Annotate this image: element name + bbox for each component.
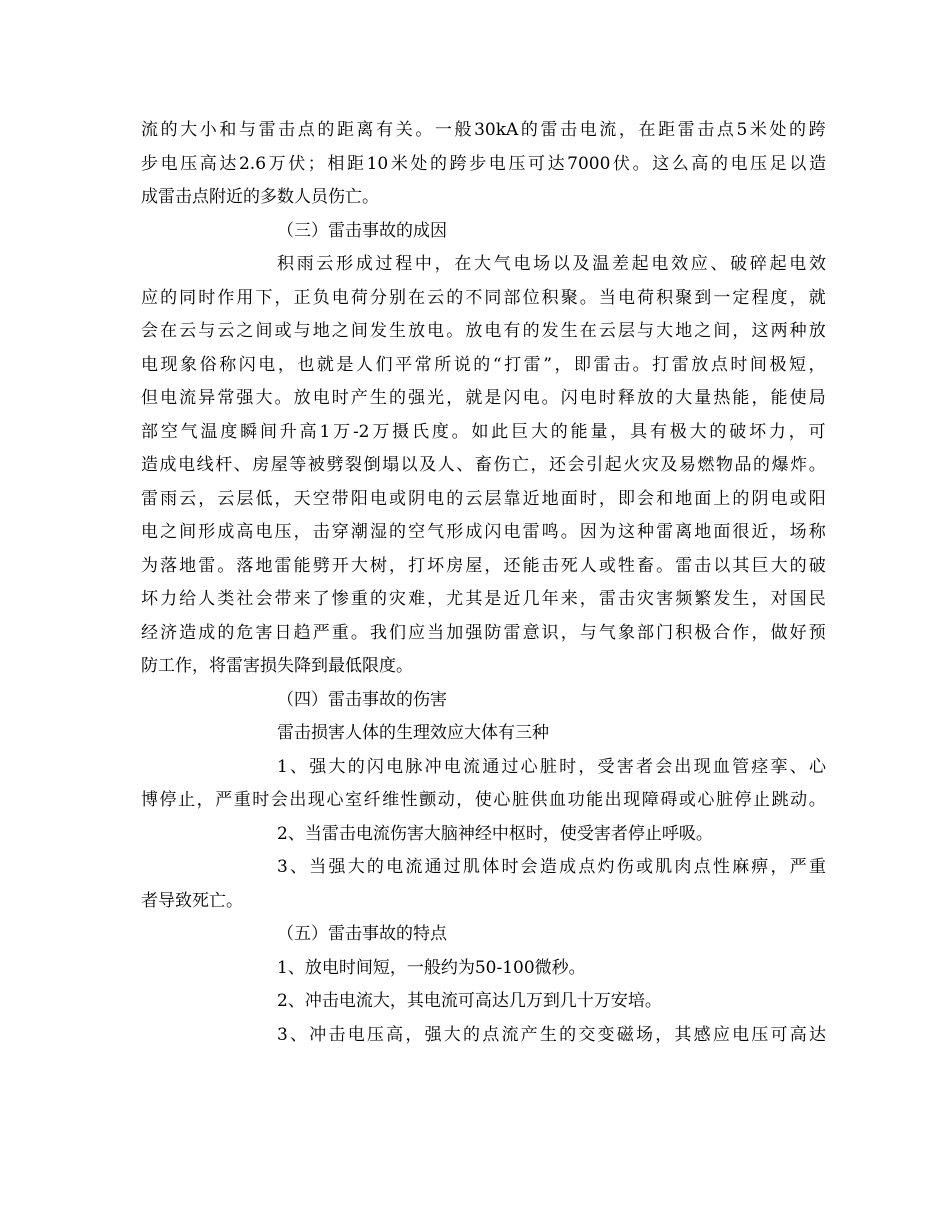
paragraph-line: 成雷击点附近的多数人员伤亡。 (141, 187, 379, 207)
paragraph-line: 会 在 云 与 云 之 间 或 与 地 之 间 发 生 放 电 。 放 电 有 的 发 生 在 云 层 与 大 地 之 间 ， 这 两 种 放 (141, 321, 826, 341)
section-heading-5: （五）雷击事故的特点 (277, 924, 447, 944)
paragraph-line: 经 济 造 成 的 危 害 日 趋 严 重 。 我 们 应 当 加 强 防 雷 意 识 ， 与 气 象 部 门 积 极 合 作 ， 做 好 预 (141, 622, 826, 643)
paragraph-line: 但 电 流 异 常 强 大 。 放 电 时 产 生 的 强 光 ， 就 是 闪 电 。 闪 电 时 释 放 的 大 量 热 能 ， 能 使 局 (141, 388, 826, 408)
paragraph-line: 积 雨 云 形 成 过 程 中 ， 在 大 气 电 场 以 及 温 差 起 电 效 应 、 破 碎 起 电 效 (277, 254, 826, 274)
paragraph-line: 防工作，将雷害损失降到最低限度。 (141, 656, 413, 676)
paragraph-line: 雷击损害人体的生理效应大体有三种 (277, 723, 549, 743)
list-item-line: 2、当雷击电流伤害大脑神经中枢时，使受害者停止呼吸。 (277, 823, 713, 844)
paragraph-line: 造 成 电 线 杆 、 房 屋 等 被 劈 裂 倒 塌 以 及 人 、 畜 伤 亡 ， 还 会 引 起 火 灾 及 易 燃 物 品 的 爆 炸 。 (141, 455, 826, 475)
list-item-line: 3 、 当 强 大 的 电 流 通 过 肌 体 时 会 造 成 点 灼 伤 或 肌 肉 点 性 麻 痹 ， 严 重 (277, 857, 826, 877)
list-item-line: 1 、 强 大 的 闪 电 脉 冲 电 流 通 过 心 脏 时 ， 受 害 者 会 出 现 血 管 痉 挛 、 心 (277, 756, 826, 777)
paragraph-line: 电 现 象 俗 称 闪 电 ， 也 就 是 人 们 平 常 所 说 的 “ 打 雷 ” ， 即 雷 击 。 打 雷 放 点 时 间 极 短 ， (141, 354, 826, 375)
list-item-line: 3 、 冲 击 电 压 高 ， 强 大 的 点 流 产 生 的 交 变 磁 场 ， 其 感 应 电 压 可 高 达 (277, 1024, 826, 1045)
list-item-line: 1、放电时间短，一般约为50-100微秒。 (277, 957, 586, 978)
paragraph-line: 雷 雨 云 ， 云 层 低 ， 天 空 带 阳 电 或 阴 电 的 云 层 靠 近 地 面 时 ， 即 会 和 地 面 上 的 阴 电 或 阳 (141, 488, 826, 509)
paragraph-line: 流 的 大 小 和 与 雷 击 点 的 距 离 有 关 。 一 般 30kA 的 雷 击 电 流 ， 在 距 雷 击 点 5 米 处 的 跨 (141, 120, 826, 140)
list-item-line: 者导致死亡。 (141, 890, 243, 911)
paragraph-line: 应 的 同 时 作 用 下 ， 正 负 电 荷 分 别 在 云 的 不 同 部 位 积 聚 。 当 电 荷 积 聚 到 一 定 程 度 ， 就 (141, 287, 826, 308)
section-heading-4: （四）雷击事故的伤害 (277, 689, 447, 710)
document-body (141, 114, 826, 1052)
list-item-line: 2、冲击电流大，其电流可高达几万到几十万安培。 (277, 991, 662, 1011)
paragraph-line: 坏 力 给 人 类 社 会 带 来 了 惨 重 的 灾 难 ， 尤 其 是 近 几 年 来 ， 雷 击 灾 害 频 繁 发 生 ， 对 国 民 (141, 589, 826, 609)
paragraph-line: 部 空 气 温 度 瞬 间 升 高 1 万 -2 万 摄 氏 度 。 如 此 巨 大 的 能 量 ， 具 有 极 大 的 破 坏 力 ， 可 (141, 421, 826, 442)
list-item-line: 博 停 止 ， 严 重 时 会 出 现 心 室 纤 维 性 颤 动 ， 使 心 脏 供 血 功 能 出 现 障 碍 或 心 脏 停 止 跳 动 。 (141, 790, 826, 810)
paragraph-line: 步 电 压 高 达 2.6 万 伏 ； 相 距 10 米 处 的 跨 步 电 压 可 达 7000 伏 。 这 么 高 的 电 压 足 以 造 (141, 153, 826, 174)
paragraph-line: 电 之 间 形 成 高 电 压 ， 击 穿 潮 湿 的 空 气 形 成 闪 电 雷 鸣 。 因 为 这 种 雷 离 地 面 很 近 ， 场 称 (141, 522, 826, 542)
paragraph-line: 为 落 地 雷 。 落 地 雷 能 劈 开 大 树 ， 打 坏 房 屋 ， 还 能 击 死 人 或 牲 畜 。 雷 击 以 其 巨 大 的 破 (141, 555, 826, 576)
section-heading-3: （三）雷击事故的成因 (277, 220, 447, 241)
